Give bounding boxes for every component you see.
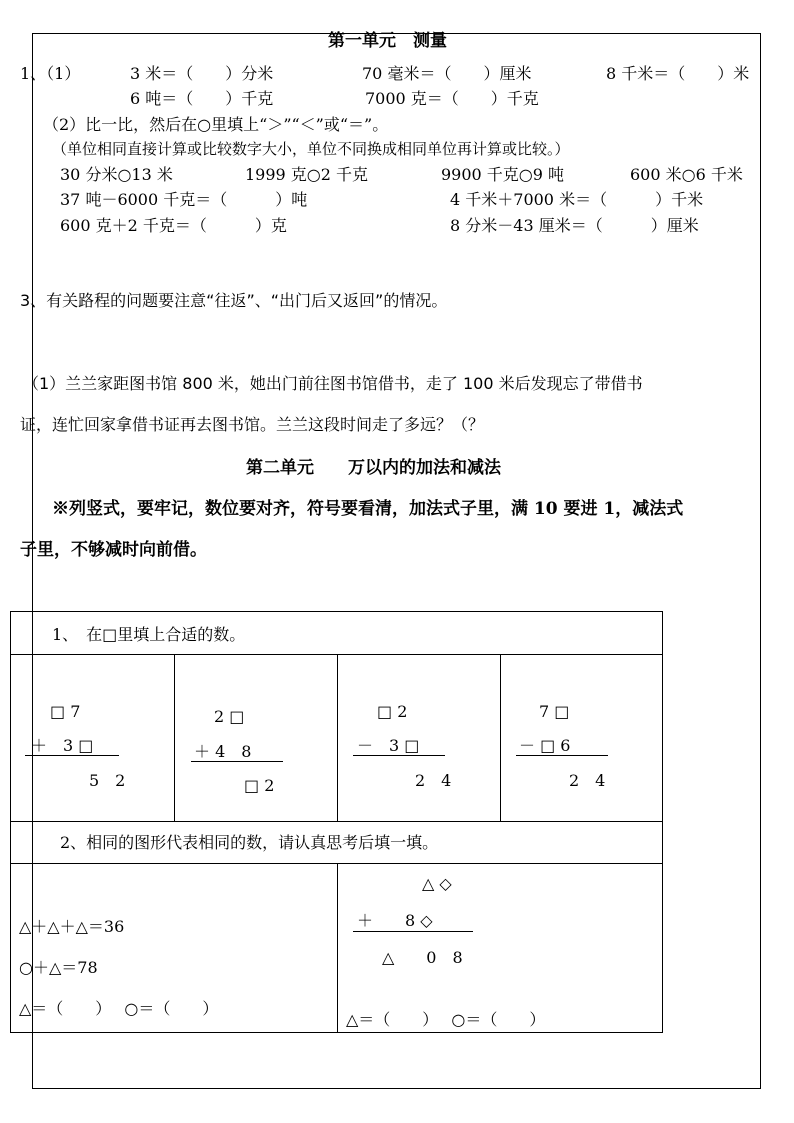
left-answer: △＝（ ） ○＝（ ） [19,999,219,1018]
conversion-c: 8 千米＝（ ）米 [606,64,750,83]
problem-4-result: 2 4 [569,771,606,790]
problem-2-result: □ 2 [244,776,275,795]
problem-3-operand: － 3 □ [357,736,420,755]
conversion-d: 6 吨＝（ ）千克 [130,89,274,108]
equation-2: ○＋△＝78 [19,958,98,977]
problem-1-underline [25,755,119,756]
problem-3-underline [353,755,445,756]
problem-4-top: 7 □ [539,702,570,721]
table-row1-title: 1、 在□里填上合适的数。 [52,625,246,644]
table-row2-title: 2、相同的图形代表相同的数，请认真思考后填一填。 [60,833,439,852]
question-3: 3、有关路程的问题要注意“往返”、“出门后又返回”的情况。 [20,291,448,310]
shape-problem-operand: ＋ 8 ◇ [357,911,433,930]
question-1-label: 1、（1） [20,64,81,83]
equation-1: △＋△＋△＝36 [19,917,125,936]
shape-problem-underline [353,931,473,932]
compare-item-1: 30 分米○13 米 [60,165,173,184]
problem-1-operand: ＋ 3 □ [31,736,94,755]
conversion-a: 3 米＝（ ）分米 [130,64,274,83]
table-divider [174,654,175,821]
problem-2-operand: ＋ 4 8 [194,742,252,761]
calc-item-1: 37 吨－6000 千克＝（ ）吨 [60,190,308,209]
exercise-table [10,611,663,1033]
compare-hint: （单位相同直接计算或比较数字大小，单位不同换成相同单位再计算或比较。） [52,140,570,158]
compare-item-4: 600 米○6 千米 [630,165,743,184]
table-divider [500,654,501,821]
problem-1-top: □ 7 [50,702,81,721]
conversion-b: 70 毫米＝（ ）厘米 [362,64,532,83]
calc-item-4: 8 分米－43 厘米＝（ ）厘米 [450,216,699,235]
question-3-1-line2: 证，连忙回家拿借书证再去图书馆。兰兰这段时间走了多远？（？ [20,415,485,434]
unit2-note-line1: ※列竖式，要牢记，数位要对齐，符号要看清，加法式子里，满 10 要进 1，减法式 [52,499,684,519]
problem-2-underline [191,761,283,762]
unit2-note-line2: 子里，不够减时向前借。 [20,540,207,560]
conversion-e: 7000 克＝（ ）千克 [365,89,539,108]
table-divider [337,654,338,821]
problem-3-result: 2 4 [415,771,452,790]
question-3-1-line1: （1）兰兰家距图书馆 800 米，她出门前往图书馆借书，走了 100 米后发现忘了带借书 [23,374,643,393]
shape-problem-result: △ 0 8 [382,948,463,967]
shape-problem-top: △ ◇ [422,874,452,893]
compare-item-2: 1999 克○2 千克 [245,165,369,184]
problem-4-operand: － □ 6 [519,736,571,755]
unit2-title: 第二单元 万以内的加法和减法 [246,458,501,478]
compare-title: （2）比一比，然后在○里填上“＞”“＜”或“＝”。 [43,115,389,134]
problem-3-top: □ 2 [377,702,408,721]
right-answer: △＝（ ） ○＝（ ） [346,1010,546,1029]
calc-item-2: 4 千米＋7000 米＝（ ）千米 [450,190,704,209]
problem-4-underline [516,755,608,756]
unit1-title: 第一单元 测量 [328,31,447,51]
table-divider [337,863,338,1032]
problem-1-result: 5 2 [89,771,126,790]
compare-item-3: 9900 千克○9 吨 [441,165,565,184]
table-divider [11,821,662,822]
calc-item-3: 600 克＋2 千克＝（ ）克 [60,216,287,235]
problem-2-top: 2 □ [214,707,245,726]
